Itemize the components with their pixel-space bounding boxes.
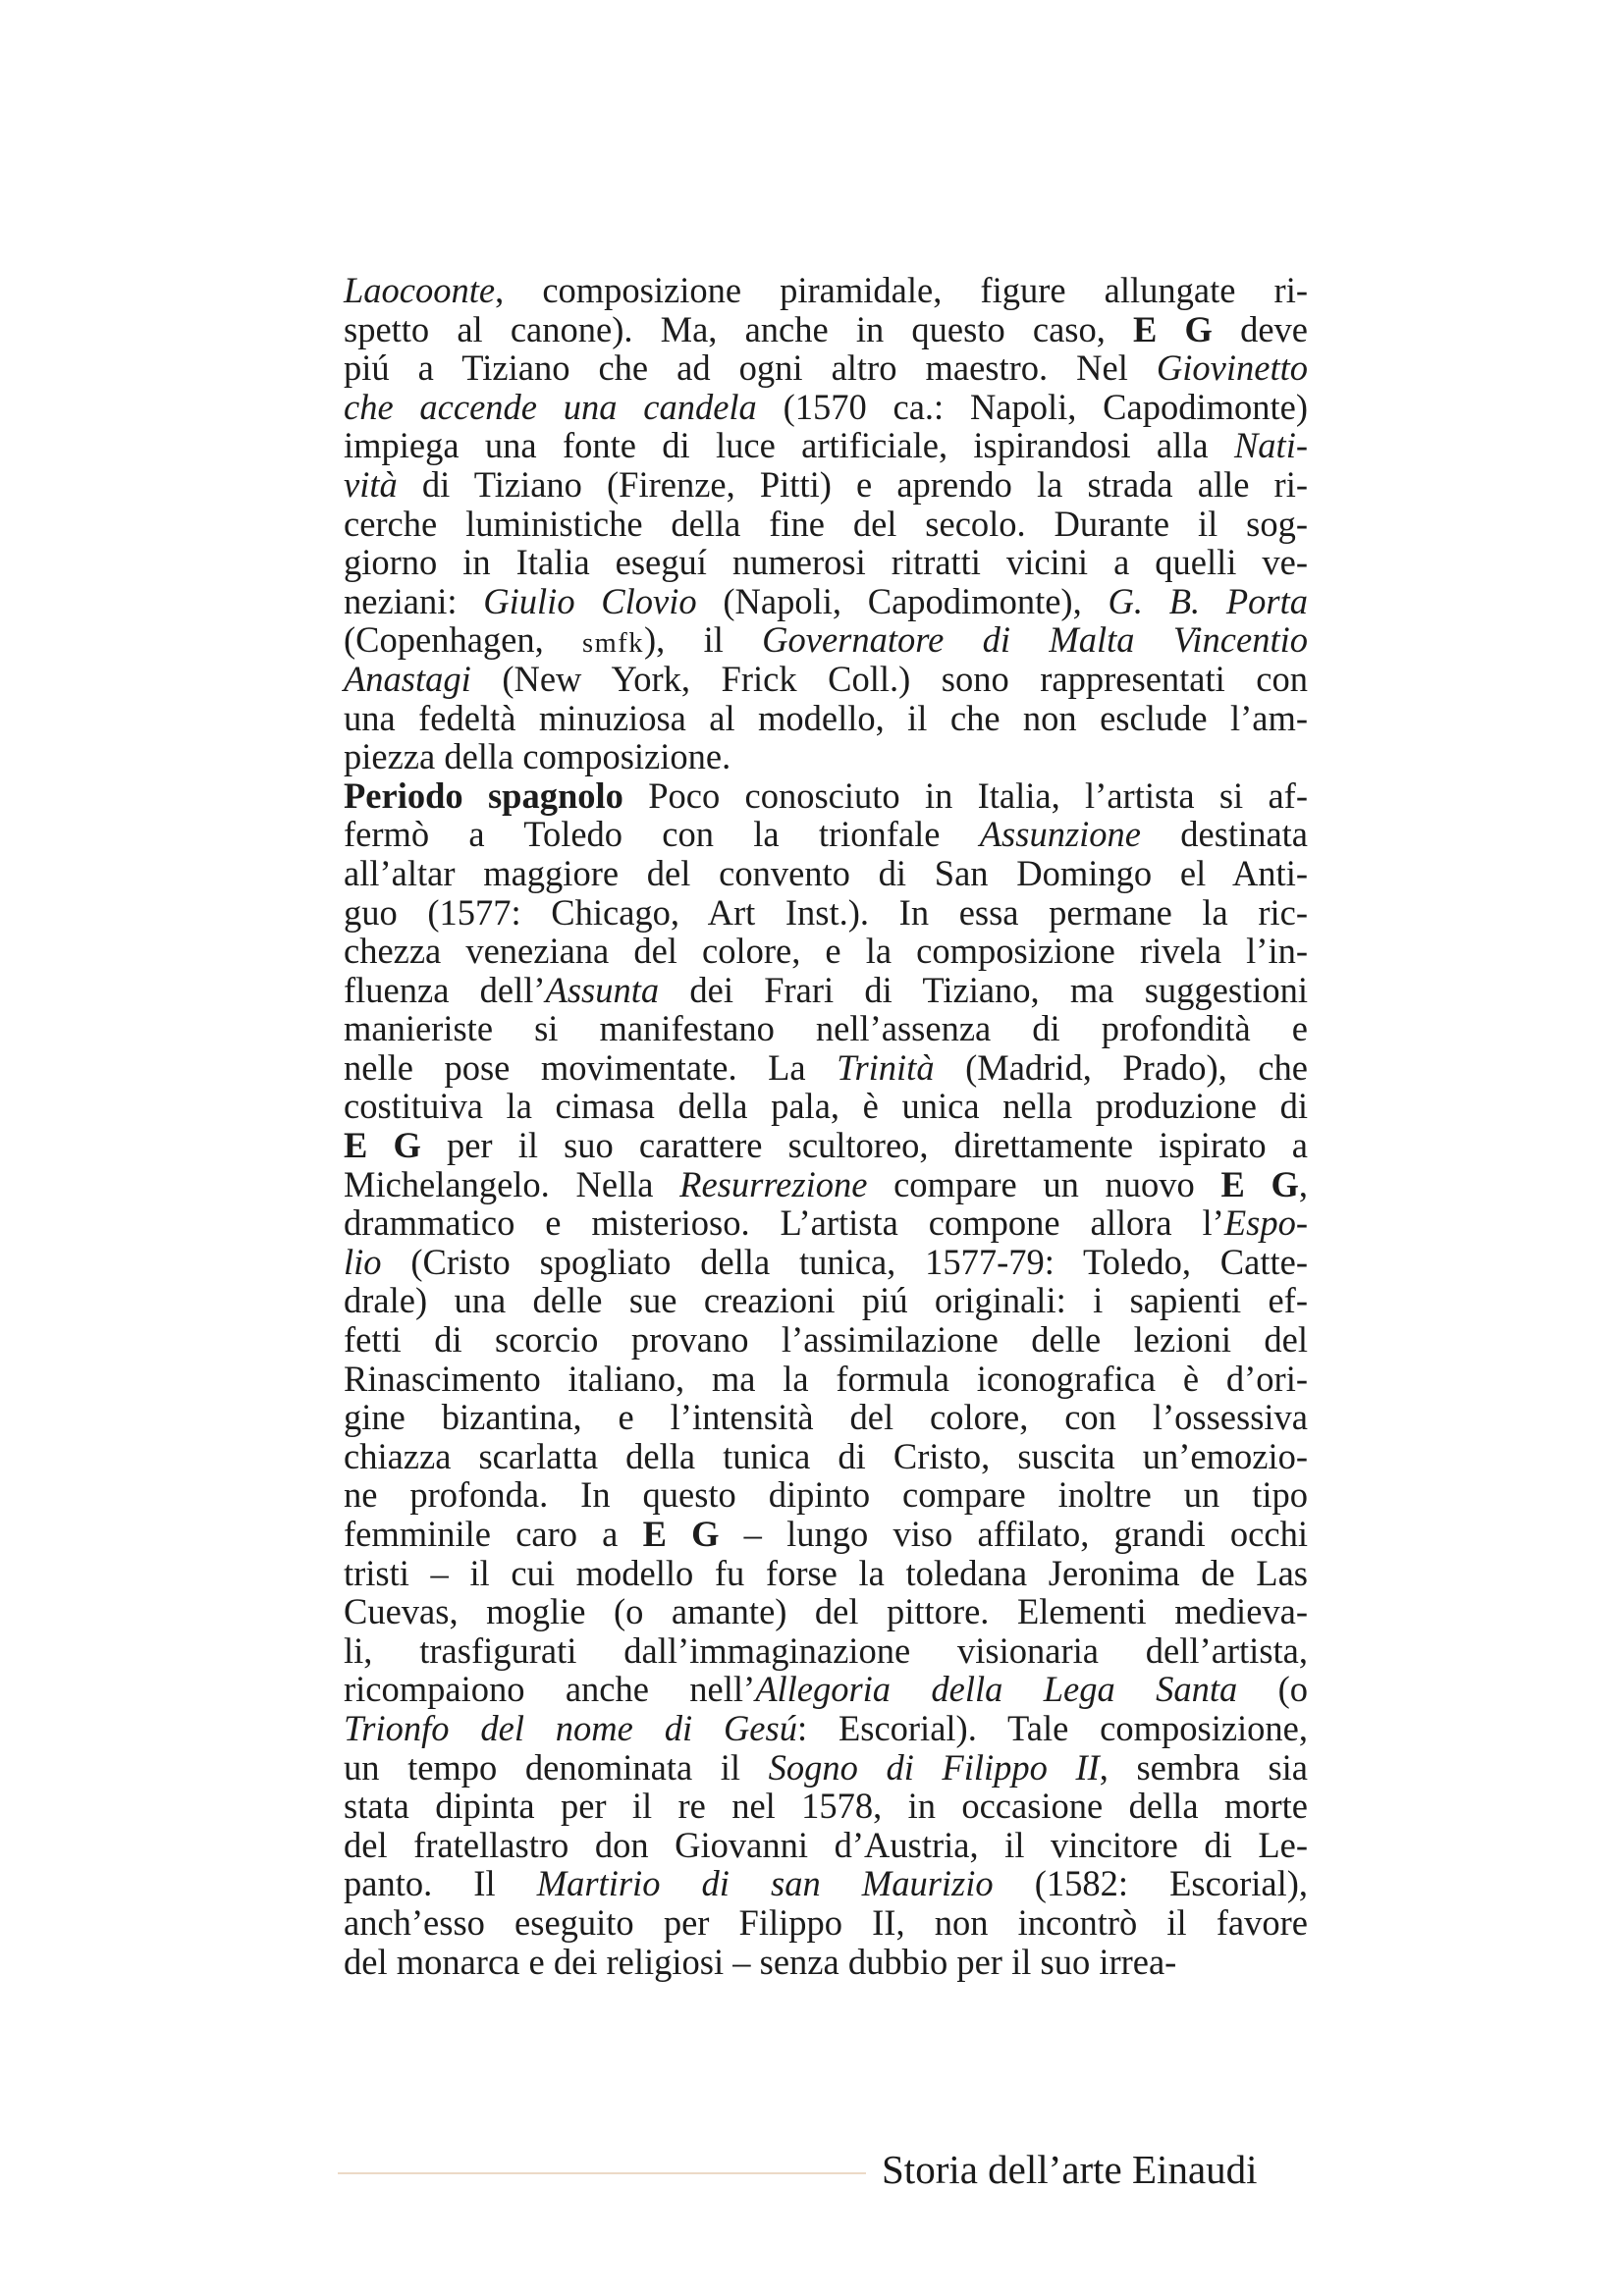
text-line <box>344 1087 1308 1126</box>
text-run: ), il <box>643 619 763 661</box>
italic-title: Resurrezione <box>679 1163 868 1204</box>
text-run: cerche luministiche della fine del secolo. Durante il sog- <box>344 503 1308 544</box>
article-body <box>344 271 1308 1981</box>
italic-title: Martirio di san Maurizio <box>536 1863 994 1904</box>
text-line <box>344 426 1308 465</box>
text-line <box>344 971 1308 1010</box>
text-run: compare un nuovo <box>867 1163 1221 1204</box>
text-run: (Copenhagen, <box>344 619 583 661</box>
italic-title: lio <box>344 1241 382 1282</box>
text-run: – lungo viso affilato, grandi occhi <box>719 1514 1308 1554</box>
text-line <box>344 271 1308 310</box>
text-line <box>344 1631 1308 1671</box>
text-run: panto. Il <box>344 1863 537 1904</box>
text-line <box>344 1864 1308 1903</box>
text-line <box>344 1398 1308 1437</box>
bold-term: E G <box>1220 1163 1299 1204</box>
text-line <box>344 1126 1308 1165</box>
text-run: piezza della composizione. <box>344 736 731 777</box>
text-run: impiega una fonte di luce artificiale, ispirandosi alla <box>344 425 1234 466</box>
text-line <box>344 699 1308 738</box>
text-line <box>344 1475 1308 1515</box>
text-run: chiazza scarlatta della tunica di Cristo, suscita un’emozio- <box>344 1435 1308 1476</box>
text-run: deve <box>1212 308 1308 349</box>
text-line <box>344 893 1308 933</box>
text-run: di Tiziano (Firenze, Pitti) e aprendo la strada alle ri- <box>397 463 1308 505</box>
text-line <box>344 1165 1308 1204</box>
text-run: : Escorial). Tale composizione, <box>796 1707 1308 1748</box>
text-run: gine bizantina, e l’intensità del colore, con l’ossessiva <box>344 1397 1308 1438</box>
text-run: fluenza dell’ <box>344 969 546 1010</box>
text-run: femminile caro a <box>344 1514 643 1554</box>
italic-title: Trionfo del nome di Gesú <box>344 1707 797 1748</box>
text-run: ne profonda. In questo dipinto compare inoltre un tipo <box>344 1474 1308 1516</box>
italic-title: Giulio Clovio <box>483 580 697 621</box>
text-line <box>344 1554 1308 1593</box>
text-run: (1570 ca.: Napoli, Capodimonte) <box>756 386 1308 427</box>
footer-rule <box>338 2172 866 2174</box>
text-line <box>344 1048 1308 1088</box>
text-line <box>344 505 1308 544</box>
text-run: (Madrid, Prado), che <box>934 1046 1308 1088</box>
italic-title: che accende una candela <box>344 386 757 427</box>
text-line <box>344 1437 1308 1476</box>
text-line <box>344 1281 1308 1320</box>
text-run: drammatico e misterioso. L’artista compone allora l’ <box>344 1202 1224 1244</box>
italic-title: Laocoonte <box>344 270 496 310</box>
text-run: giorno in Italia eseguí numerosi ritratti vicini a quelli ve- <box>344 542 1308 583</box>
text-line <box>344 1515 1308 1554</box>
text-line <box>344 348 1308 388</box>
text-line <box>344 1709 1308 1748</box>
text-run: , composizione piramidale, figure allungate ri- <box>495 270 1308 310</box>
text-run: , <box>1298 1163 1308 1204</box>
text-line <box>344 1943 1308 1982</box>
footer-title: Storia dell’arte Einaudi <box>882 2147 1258 2192</box>
text-line <box>344 1243 1308 1282</box>
small-caps-abbrev: smfk <box>582 628 644 660</box>
text-line <box>344 1203 1308 1243</box>
text-line <box>344 932 1308 971</box>
text-run: (Cristo spogliato della tunica, 1577-79: Toledo, Catte- <box>381 1241 1308 1282</box>
italic-title: Assunta <box>545 969 660 1010</box>
text-run: neziani: <box>344 580 484 621</box>
text-line <box>344 854 1308 893</box>
bold-term: E G <box>344 1125 421 1166</box>
text-line <box>344 1826 1308 1865</box>
italic-title: Espo- <box>1223 1202 1308 1244</box>
text-run: guo (1577: Chicago, Art Inst.). In essa permane la ric- <box>344 891 1308 933</box>
text-line <box>344 465 1308 505</box>
italic-title: Anastagi <box>344 658 471 699</box>
text-line <box>344 543 1308 582</box>
text-run: (o <box>1237 1669 1309 1710</box>
text-run: dei Frari di Tiziano, ma suggestioni <box>659 969 1308 1010</box>
italic-title: Allegoria della Lega Santa <box>755 1669 1238 1710</box>
italic-title: Giovinetto <box>1156 347 1308 389</box>
bold-term: Periodo spagnolo <box>344 774 623 816</box>
text-run: piú a Tiziano che ad ogni altro maestro. Nel <box>344 347 1157 389</box>
text-line <box>344 620 1308 660</box>
text-run: per il suo carattere scultoreo, direttamente ispirato a <box>420 1125 1308 1166</box>
text-run: manieriste si manifestano nell’assenza di profondità e <box>344 1008 1308 1049</box>
text-line <box>344 1360 1308 1399</box>
bold-term: E G <box>642 1514 720 1554</box>
italic-title: G. B. Porta <box>1108 580 1309 621</box>
text-line <box>344 1320 1308 1360</box>
text-run: nelle pose movimentate. La <box>344 1046 838 1088</box>
text-line <box>344 737 1308 776</box>
text-run: fetti di scorcio provano l’assimilazione delle lezioni del <box>344 1319 1308 1361</box>
bold-term: E G <box>1133 308 1213 349</box>
text-run: (Napoli, Capodimonte), <box>696 580 1109 621</box>
text-run: Rinascimento italiano, ma la formula iconografica è d’ori- <box>344 1358 1308 1399</box>
text-run: un tempo denominata il <box>344 1746 769 1788</box>
text-run: chezza veneziana del colore, e la composizione rivela l’in- <box>344 931 1308 972</box>
text-line <box>344 1592 1308 1631</box>
text-run: fermò a Toledo con la trionfale <box>344 814 980 855</box>
text-run: stata dipinta per il re nel 1578, in occasione della morte <box>344 1786 1308 1827</box>
italic-title: Sogno di Filippo II <box>768 1746 1100 1788</box>
text-line <box>344 1670 1308 1709</box>
text-run: anch’esso eseguito per Filippo II, non incontrò il favore <box>344 1901 1308 1943</box>
text-run: li, trasfigurati dall’immaginazione visionaria dell’artista, <box>344 1629 1308 1671</box>
text-line <box>344 1009 1308 1048</box>
text-run: costituiva la cimasa della pala, è unica nella produzione di <box>344 1086 1308 1127</box>
italic-title: Governatore di Malta Vincentio <box>762 619 1308 661</box>
text-line <box>344 776 1308 816</box>
text-line <box>344 1787 1308 1826</box>
text-line <box>344 388 1308 427</box>
italic-title: Nati- <box>1233 425 1308 466</box>
text-run: tristi – il cui modello fu forse la toledana Jeronima de Las <box>344 1552 1308 1593</box>
text-run: , sembra sia <box>1099 1746 1308 1788</box>
text-run: destinata <box>1141 814 1308 855</box>
text-line <box>344 1748 1308 1788</box>
text-line <box>344 815 1308 854</box>
text-run: (New York, Frick Coll.) sono rappresentati con <box>470 658 1308 699</box>
italic-title: Trinità <box>837 1046 935 1088</box>
text-run: Michelangelo. Nella <box>344 1163 680 1204</box>
text-line <box>344 310 1308 349</box>
text-line <box>344 660 1308 699</box>
text-run: ricompaiono anche nell’ <box>344 1669 756 1710</box>
text-line <box>344 582 1308 621</box>
text-run: del fratellastro don Giovanni d’Austria, il vincitore di Le- <box>344 1824 1308 1865</box>
text-line <box>344 1903 1308 1943</box>
text-run: del monarca e dei religiosi – senza dubbio per il suo irrea- <box>344 1941 1177 1982</box>
text-run: una fedeltà minuziosa al modello, il che non esclude l’am- <box>344 697 1308 738</box>
text-run: (1582: Escorial), <box>993 1863 1308 1904</box>
italic-title: vità <box>344 463 398 505</box>
text-run: Cuevas, moglie (o amante) del pittore. Elementi medieva- <box>344 1591 1308 1632</box>
text-run: drale) una delle sue creazioni piú originali: i sapienti ef- <box>344 1280 1308 1321</box>
text-run: spetto al canone). Ma, anche in questo caso, <box>344 308 1134 349</box>
text-run: all’altar maggiore del convento di San Domingo el Anti- <box>344 852 1308 893</box>
text-run: Poco conosciuto in Italia, l’artista si af- <box>622 774 1308 816</box>
italic-title: Assunzione <box>979 814 1141 855</box>
